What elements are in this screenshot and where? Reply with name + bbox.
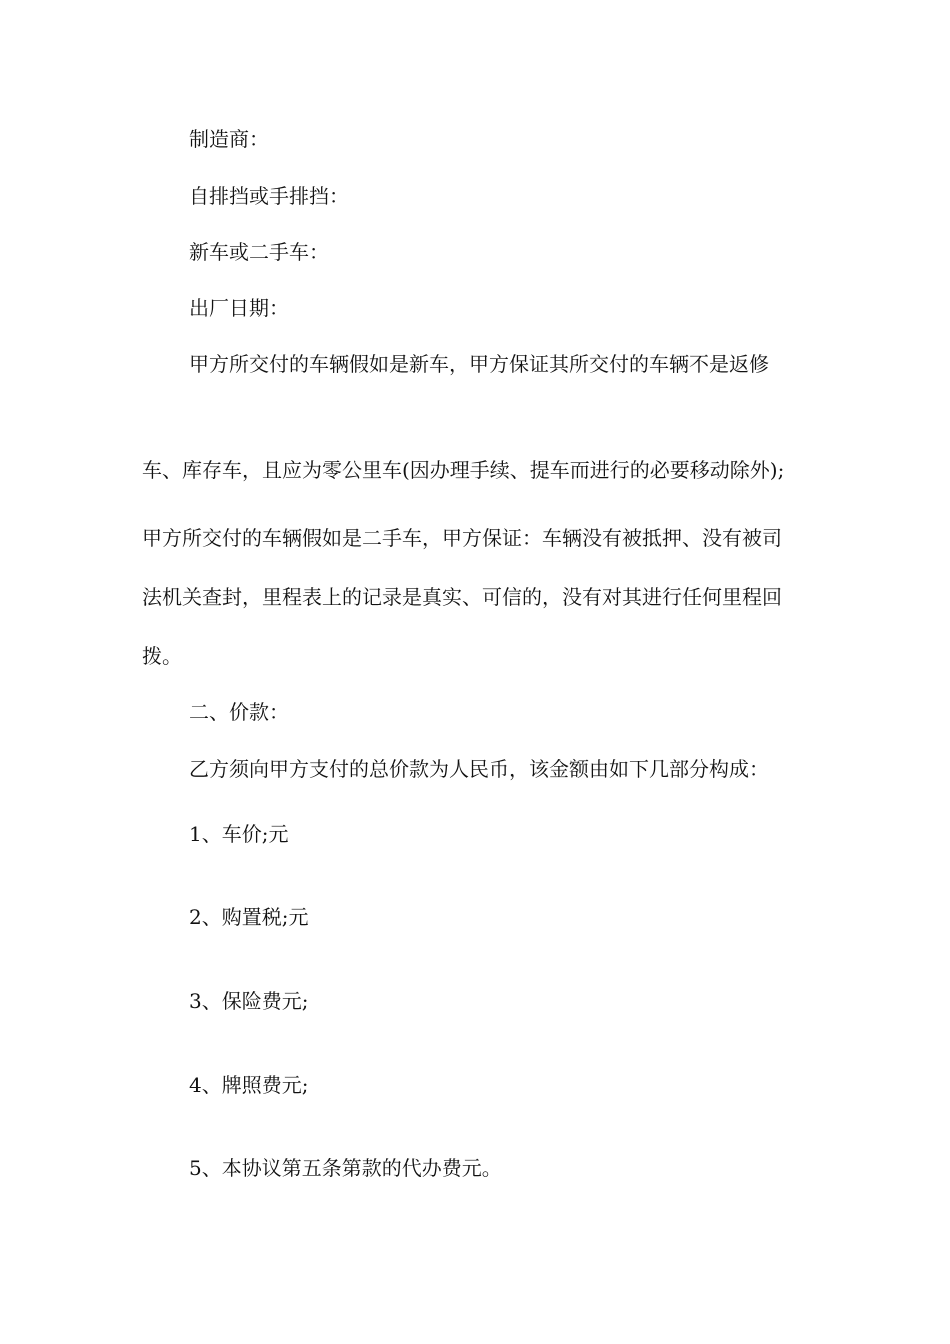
new-or-used-label: 新车或二手车： xyxy=(189,240,329,264)
price-item-car: 1、车价;元 xyxy=(189,822,289,846)
manufacture-date-label: 出厂日期： xyxy=(189,296,289,320)
total-price-intro: 乙方须向甲方支付的总价款为人民币，该金额由如下几部分构成： xyxy=(189,757,769,781)
transmission-label: 自排挡或手排挡： xyxy=(189,184,349,208)
used-car-guarantee-line-3: 拨。 xyxy=(142,644,182,668)
price-item-agency-fee: 5、本协议第五条第款的代办费元。 xyxy=(189,1156,502,1180)
new-car-guarantee-line-2: 车、库存车，且应为零公里车(因办理手续、提车而进行的必要移动除外); xyxy=(142,458,785,482)
price-section-heading: 二、价款： xyxy=(189,700,289,724)
used-car-guarantee-line-2: 法机关查封，里程表上的记录是真实、可信的，没有对其进行任何里程回 xyxy=(142,585,782,609)
used-car-guarantee-line-1: 甲方所交付的车辆假如是二手车，甲方保证：车辆没有被抵押、没有被司 xyxy=(142,526,782,550)
price-item-purchase-tax: 2、购置税;元 xyxy=(189,905,309,929)
new-car-guarantee-line-1: 甲方所交付的车辆假如是新车，甲方保证其所交付的车辆不是返修 xyxy=(189,352,769,376)
manufacturer-label: 制造商： xyxy=(189,127,269,151)
price-item-license-plate: 4、牌照费元; xyxy=(189,1073,309,1097)
price-item-insurance: 3、保险费元; xyxy=(189,989,309,1013)
